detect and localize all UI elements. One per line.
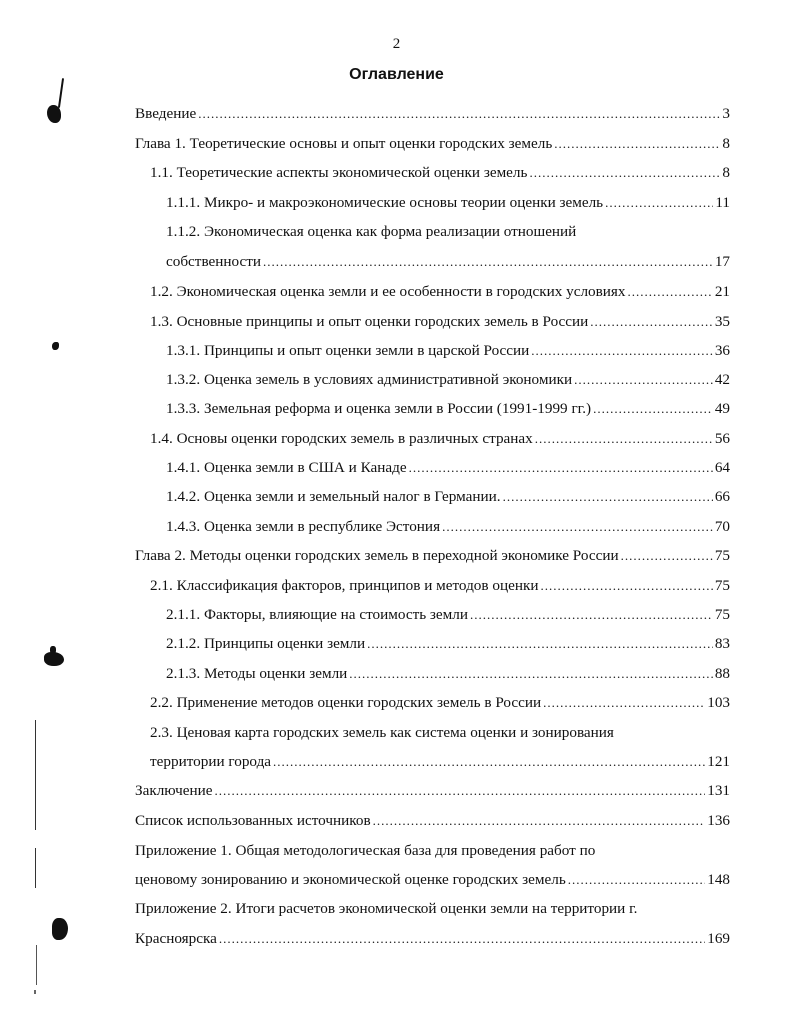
scan-artifact-speck: [34, 990, 36, 994]
dot-leader: [554, 133, 720, 155]
dot-leader: [409, 457, 713, 479]
toc-entry[interactable]: 2.1.2. Принципы оценки земли ..... 83: [166, 633, 730, 655]
toc-entry[interactable]: Список использованных источников ..... 136: [135, 810, 730, 832]
dot-leader: [621, 545, 713, 567]
toc-entry[interactable]: 1.4.1. Оценка земли в США и Канаде ..... 64: [166, 457, 730, 479]
toc-entry[interactable]: 2.2. Применение методов оценки городских земель в России ..... 103: [150, 692, 730, 714]
dot-leader: [214, 780, 705, 802]
toc-entry[interactable]: территории города ..... 121: [150, 751, 730, 773]
page-number: 2: [392, 36, 401, 52]
toc-entry-first-line[interactable]: 1.1.2. Экономическая оценка как форма реализации отношений: [166, 223, 577, 240]
toc-entry[interactable]: 1.4.2. Оценка земли и земельный налог в Германии. ..... 66: [166, 486, 730, 508]
toc-entry[interactable]: Заключение ..... 131: [135, 780, 730, 802]
dot-leader: [263, 251, 713, 273]
toc-entry[interactable]: 1.3.1. Принципы и опыт оценки земли в царской России ..... 36: [166, 340, 730, 362]
toc-entry[interactable]: 1.4. Основы оценки городских земель в различных странах ..... 56: [150, 428, 730, 450]
dot-leader: [593, 398, 713, 420]
toc-entry[interactable]: 1.3.3. Земельная реформа и оценка земли в России (1991-1999 гг.) ..... 49: [166, 398, 730, 420]
toc-entry[interactable]: Глава 1. Теоретические основы и опыт оценки городских земель ..... 8: [135, 133, 730, 155]
toc-entry[interactable]: 1.1. Теоретические аспекты экономической оценки земель ..... 8: [150, 162, 730, 184]
toc-entry[interactable]: 1.3.2. Оценка земель в условиях административной экономики ..... 42: [166, 369, 730, 391]
dot-leader: [568, 869, 705, 891]
dot-leader: [535, 428, 713, 450]
dot-leader: [442, 516, 713, 538]
dot-leader: [605, 192, 713, 214]
dot-leader: [590, 311, 713, 333]
dot-leader: [574, 369, 713, 391]
toc-entry[interactable]: 1.3. Основные принципы и опыт оценки городских земель в России ..... 35: [150, 311, 730, 333]
dot-leader: [373, 810, 706, 832]
scan-artifact-blot: [52, 342, 59, 350]
toc-entry[interactable]: Глава 2. Методы оценки городских земель в переходной экономике России ..... 75: [135, 545, 730, 567]
toc-entry-first-line[interactable]: 2.3. Ценовая карта городских земель как система оценки и зонирования: [150, 724, 614, 741]
toc-entry[interactable]: 1.2. Экономическая оценка земли и ее особенности в городских условиях ..... 21: [150, 281, 730, 303]
dot-leader: [531, 340, 713, 362]
dot-leader: [503, 486, 713, 508]
toc-entry[interactable]: 1.4.3. Оценка земли в республике Эстония ..... 70: [166, 516, 730, 538]
toc-entry[interactable]: Введение ..... 3: [135, 103, 730, 125]
toc-entry[interactable]: 2.1. Классификация факторов, принципов и методов оценки ..... 75: [150, 575, 730, 597]
toc-entry[interactable]: 1.1.1. Микро- и макроэкономические основы теории оценки земель ..... 11: [166, 192, 730, 214]
dot-leader: [628, 281, 713, 303]
scan-artifact-line: [35, 720, 36, 830]
scan-artifact-line: [36, 945, 37, 985]
toc-entry[interactable]: 2.1.3. Методы оценки земли ..... 88: [166, 663, 730, 685]
toc-entry[interactable]: 2.1.1. Факторы, влияющие на стоимость земли ..... 75: [166, 604, 730, 626]
scan-artifact-line: [35, 848, 36, 888]
dot-leader: [349, 663, 713, 685]
dot-leader: [470, 604, 713, 626]
dot-leader: [273, 751, 705, 773]
dot-leader: [198, 103, 720, 125]
dot-leader: [367, 633, 713, 655]
toc-entry-first-line[interactable]: Приложение 2. Итоги расчетов экономической оценки земли на территории г.: [135, 900, 638, 917]
dot-leader: [543, 692, 705, 714]
toc-title: Оглавление: [349, 66, 444, 83]
scan-artifact-blot: [50, 646, 56, 654]
dot-leader: [540, 575, 712, 597]
toc-entry[interactable]: ценовому зонированию и экономической оценке городских земель ..... 148: [135, 869, 730, 891]
toc-entry-first-line[interactable]: Приложение 1. Общая методологическая база для проведения работ по: [135, 842, 596, 859]
toc-entry[interactable]: собственности ..... 17: [166, 251, 730, 273]
dot-leader: [219, 928, 705, 950]
toc-entry[interactable]: Красноярска ..... 169: [135, 928, 730, 950]
dot-leader: [529, 162, 720, 184]
scan-artifact-blot: [44, 652, 64, 666]
